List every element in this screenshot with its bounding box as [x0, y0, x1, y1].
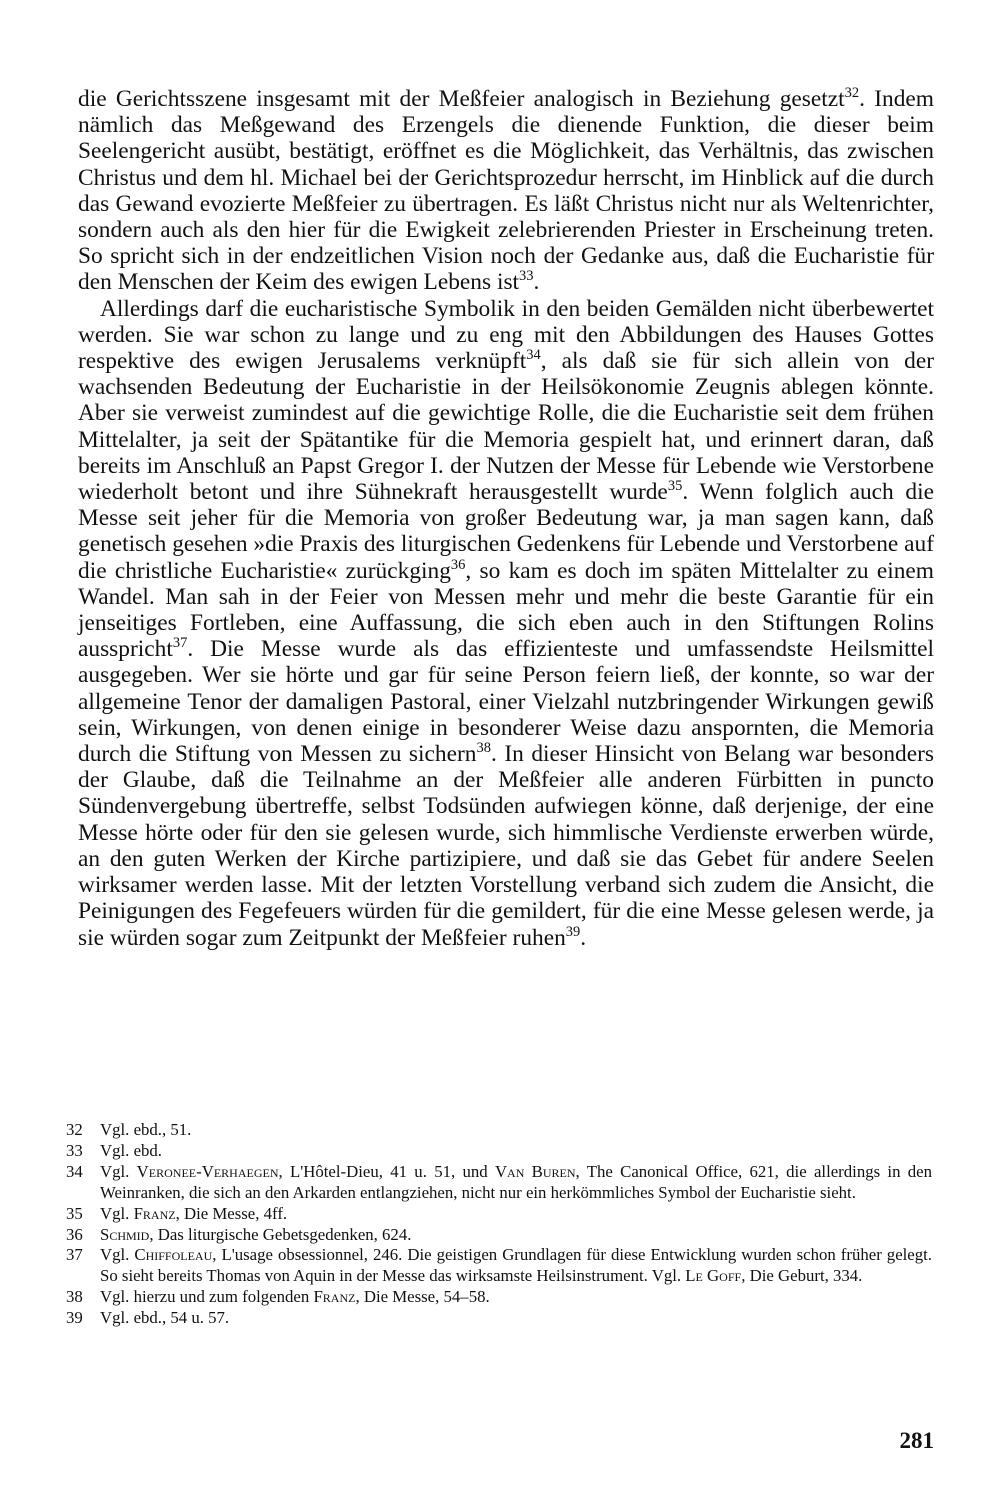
footnote-text: Vgl. ebd., 54 u. 57. — [100, 1308, 230, 1328]
author-name: Franz — [133, 1203, 176, 1223]
footnotes — [66, 1120, 932, 1329]
page-number: 281 — [899, 1428, 934, 1453]
text-run: . Die Messe wurde als das effizienteste und umfassendste Heilsmittel ausgegeben. Wer sie hörte und gar für seine Person feiern ließ, der konnte, so war der allgemeine Tenor der damaligen Pastoral, einer Vielzahl nutzbringender Wirkungen gewiß sein, Wirkungen, von denen einige in besonderer Weise dazu anspornten, die Memoria durch die Stiftung von Messen zu sichern — [78, 636, 934, 768]
footnote-text: , L'Hôtel-Dieu, 41 u. 51, und — [278, 1161, 495, 1181]
footnote-text: , Die Messe, 54–58. — [355, 1287, 490, 1307]
paragraph — [78, 86, 934, 296]
text-run: Allerdings darf die eucharistische Symbolik in den beiden Gemälden nicht überbewertet werden. Sie war schon zu lange und zu eng mit den Abbildungen des Hauses Gottes respektive des ewigen Jerusalems verknüpft — [78, 295, 934, 375]
footnote-reference: 38 — [476, 740, 491, 757]
footnote-text: , The Canonical Office, 621, die allerdings in den Weinranken, die sich an den Arkarden entlangziehen, nicht nur ein herkömmliches Symbol der Eucharistie sieht. — [100, 1161, 933, 1202]
footnote-text: Vgl. — [100, 1161, 137, 1181]
author-name: Van Buren — [494, 1161, 576, 1181]
footnote-text: Vgl. hierzu und zum folgenden — [100, 1287, 314, 1307]
author-name: Chiffoleau — [134, 1245, 213, 1265]
footnote — [66, 1141, 932, 1162]
footnote-text: Vgl. — [100, 1203, 134, 1223]
footnote-reference: 39 — [565, 923, 581, 940]
author-name: Franz — [313, 1287, 356, 1307]
footnote — [66, 1308, 932, 1329]
footnote-reference: 37 — [172, 635, 188, 652]
text-run: , als daß sie für sich allein von der wachsenden Bedeutung der Eucharistie in der Heilsökonomie Zeugnis ablegen könnte. Aber sie verweist zumindest auf die gewichtige Rolle, die die Eucharistie seit dem frühen Mittelalter, ja seit der Spätantike für die Memoria gespielt hat, und erinnert daran, daß bereits im Anschluß an Papst Gregor I. der Nutzen der Messe für Lebende wie Verstorbene wiederholt betont und ihre Sühnekraft herausgestellt wurde — [78, 348, 934, 506]
footnote-text: , Die Messe, 4ff. — [175, 1203, 288, 1223]
text-run: . In dieser Hinsicht von Belang war besonders der Glaube, daß die Teilnahme an der Meßfeier alle anderen Fürbitten in puncto Sündenvergebung übertreffe, selbst Todsünden aufwiegen könne, daß derjenige, der eine Messe hörte oder für den sie gelesen wurde, sich himmlische Verdienste erwerben würde, an den guten Werken der Kirche partizipiere, und daß sie das Gebet für andere Seelen wirksamer werden lasse. Mit der letzten Vorstellung verband sich zudem die Ansicht, die Peinigungen des Fegefeuers würden für die gemildert, für die eine Messe gelesen werde, ja sie würden sogar zum Zeitpunkt der Meßfeier ruhen — [78, 741, 934, 951]
footnote-text: , L'usage obsessionnel, 246. Die geistigen Grundlagen für diese Entwicklung wurden schon früher gelegt. So sieht bereits Thomas von Aquin in der Messe das wirksamste Heilsinstrument. Vgl. — [100, 1245, 933, 1286]
footnote-text: Vgl. ebd., 51. — [100, 1120, 192, 1139]
text-run: . Wenn folglich auch die Messe seit jeher für die Memoria von großer Bedeutung war, ja man sagen kann, daß genetisch gesehen »die Praxis des liturgischen Gedenkens für Lebende und Verstorbene auf die christliche Eucharistie« zurückging — [78, 479, 935, 584]
footnote — [66, 1120, 932, 1141]
text-run: . — [580, 924, 587, 951]
footnote-text: , Die Geburt, 334. — [741, 1266, 863, 1286]
footnote-reference: 36 — [450, 556, 466, 573]
footnote-number: 36 — [66, 1224, 83, 1244]
footnote-reference: 34 — [526, 347, 541, 364]
footnote-number: 34 — [66, 1161, 83, 1181]
main-text — [78, 86, 934, 951]
text-run: die Gerichtsszene insgesamt mit der Meßfeier analogisch in Beziehung gesetzt — [78, 86, 845, 112]
footnote-reference: 32 — [844, 85, 860, 102]
footnote — [66, 1245, 932, 1287]
author-name: Schmid — [100, 1224, 150, 1244]
footnote-text: Vgl. — [100, 1245, 135, 1265]
paragraph — [78, 296, 934, 951]
footnote-number: 32 — [66, 1120, 83, 1139]
text-run: . Indem nämlich das Meßgewand des Erzengels die dienende Funktion, die dieser beim Seelengericht ausübt, bestätigt, eröffnet es die Möglichkeit, das Verhältnis, das zwischen Christus und dem hl. Michael bei der Gerichtsprozedur herrscht, im Hinblick auf die durch das Gewand evozierte Meßfeier zu übertragen. Es läßt Christus nicht nur als Weltenrichter, sondern auch als den hier für die Ewigkeit zelebrierenden Priester in Erscheinung treten. So spricht sich in der endzeitlichen Vision noch der Gedanke aus, daß die Eucharistie für den Menschen der Keim des ewigen Lebens ist — [78, 86, 935, 296]
text-run: . — [533, 269, 540, 296]
footnote-number: 35 — [66, 1203, 83, 1223]
footnote-reference: 33 — [519, 268, 534, 285]
text-run: , so kam es doch im späten Mittelalter zu einem Wandel. Man sah in der Feier von Messen mehr und mehr die beste Garantie für ein jenseitiges Fortleben, eine Auffassung, die sich eben auch in den Stiftungen Rolins ausspricht — [78, 557, 934, 663]
footnote — [66, 1162, 932, 1204]
footnote-reference: 35 — [667, 478, 683, 495]
footnote-number: 39 — [66, 1308, 83, 1328]
footnote — [66, 1225, 932, 1246]
footnote-number: 33 — [66, 1140, 83, 1160]
footnote — [66, 1204, 932, 1225]
footnote-text: Vgl. ebd. — [100, 1140, 162, 1160]
footnote — [66, 1287, 932, 1308]
author-name: Veronee-Verhaegen — [136, 1161, 279, 1181]
author-name: Le Goff — [685, 1266, 742, 1286]
footnote-text: , Das liturgische Gebetsgedenken, 624. — [149, 1224, 412, 1244]
footnote-number: 38 — [66, 1287, 83, 1307]
footnote-number: 37 — [66, 1245, 83, 1265]
